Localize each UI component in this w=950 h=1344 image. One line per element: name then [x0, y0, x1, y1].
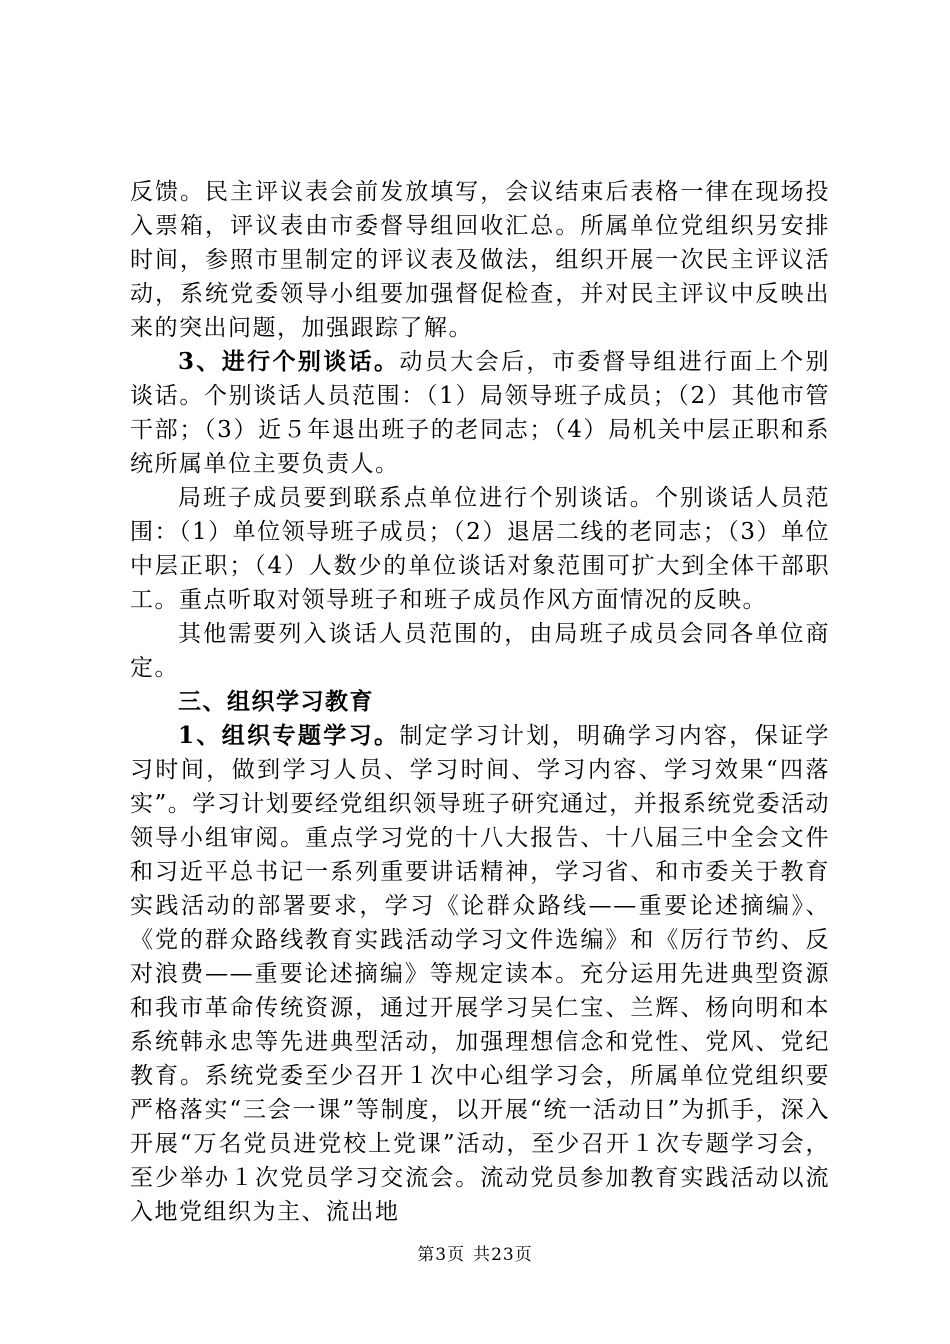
document-body — [130, 175, 830, 1229]
paragraph-team-members-talks: 局班子成员要到联系点单位进行个别谈话。个别谈话人员范围：（1）单位领导班子成员；（2）退居二线的老同志；（3）单位中层正职；（4）人数少的单位谈话对象范围可扩大到全体干部职工。重点听取对领导班子和班子成员作风方面情况的反映。 — [130, 485, 830, 613]
paragraph-special-study-text: 制定学习计划，明确学习内容，保证学习时间，做到学习人员、学习时间、学习内容、学习效果“四落实”。学习计划要经党组织领导班子研究通过，并报系统党委活动领导小组审阅。重点学习党的十八大报告、十八届三中全会文件和习近平总书记一系列重要讲话精神，学习省、和市委关于教育实践活动的部署要求，学习《论群众路线——重要论述摘编》、《党的群众路线教育实践活动学习文件选编》和《厉行节约、反对浪费——重要论述摘编》等规定读本。充分运用先进典型资源和我市革命传统资源，通过开展学习吴仁宝、兰辉、杨向明和本系统韩永忠等先进典型活动，加强理想信念和党性、党风、党纪教育。系统党委至少召开１次中心组学习会，所属单位党组织要严格落实“三会一课”等制度，以开展“统一活动日”为抓手，深入开展“万名党员进党校上党课”活动，至少召开１次专题学习会，至少举办１次党员学习交流会。流动党员参加教育实践活动以流入地党组织为主、流出地 — [130, 723, 830, 1225]
paragraph-individual-talks-text: 动员大会后，市委督导组进行面上个别谈话。个别谈话人员范围：（1）局领导班子成员；（2）其他市管干部；（3）近５年退出班子的老同志；（4）局机关中层正职和系统所属单位主要负责人。 — [130, 349, 830, 477]
page-number: 第3页 — [417, 1245, 466, 1265]
paragraph-other-talks: 其他需要列入谈话人员范围的，由局班子成员会同各单位商定。 — [130, 621, 830, 681]
paragraph-individual-talks — [130, 345, 830, 481]
subheading-special-study: 1、组织专题学习。 — [178, 722, 400, 749]
page-total: 共23页 — [473, 1245, 533, 1265]
paragraph-special-study — [130, 719, 830, 1229]
page-footer — [0, 1240, 950, 1265]
section-heading-study: 三、组织学习教育 — [178, 688, 374, 715]
subheading-individual-talks: 3、进行个别谈话。 — [178, 348, 400, 375]
paragraph-feedback: 反馈。民主评议表会前发放填写，会议结束后表格一律在现场投入票箱，评议表由市委督导组回收汇总。所属单位党组织另安排时间，参照市里制定的评议表及做法，组织开展一次民主评议活动，系统党委领导小组要加强督促检查，并对民主评议中反映出来的突出问题，加强跟踪了解。 — [130, 179, 830, 341]
